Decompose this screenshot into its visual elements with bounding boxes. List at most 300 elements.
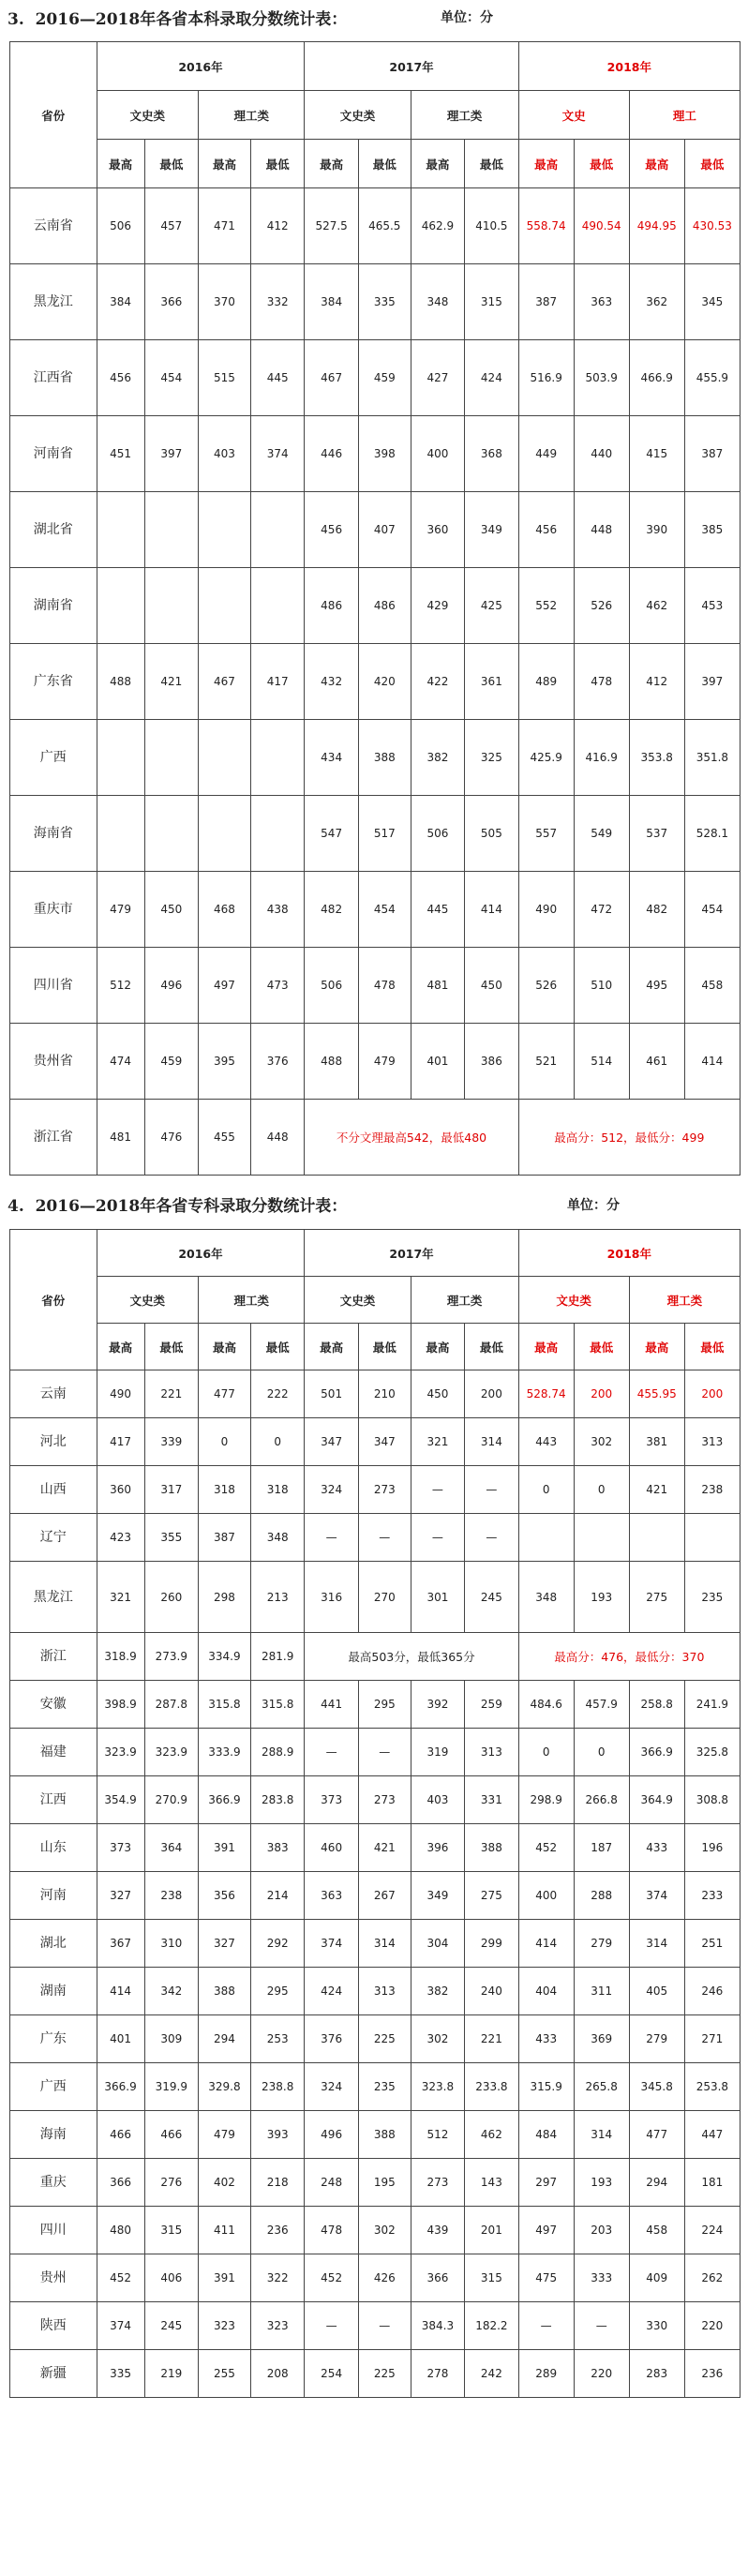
score-cell: 266.8	[574, 1776, 629, 1824]
stat-header: 最低	[250, 140, 305, 188]
score-cell: 481	[411, 948, 464, 1024]
score-cell: 349	[465, 492, 519, 568]
score-cell	[97, 796, 144, 872]
score-cell: 404	[518, 1968, 574, 2015]
section-2-unit: 单位：分	[567, 1198, 620, 1213]
score-cell: 401	[97, 2015, 144, 2063]
score-cell: 220	[684, 2302, 740, 2350]
score-cell: 466	[144, 2111, 198, 2159]
score-cell: 488	[97, 644, 144, 720]
score-cell: 195	[358, 2159, 411, 2207]
table-row	[10, 1562, 741, 1633]
score-cell: 0	[574, 1466, 629, 1514]
score-cell: 376	[305, 2015, 358, 2063]
score-cell: 387	[518, 264, 574, 340]
score-cell: 363	[574, 264, 629, 340]
score-cell: 459	[144, 1024, 198, 1100]
province-cell: 广东省	[10, 644, 97, 720]
stat-header: 最高	[305, 1324, 358, 1370]
score-cell: 434	[305, 720, 358, 796]
score-cell: 484.6	[518, 1681, 574, 1729]
province-cell: 陕西	[10, 2302, 97, 2350]
score-cell: 356	[199, 1872, 251, 1920]
score-cell: 193	[574, 2159, 629, 2207]
score-cell: 443	[518, 1418, 574, 1466]
score-cell: 515	[199, 340, 251, 416]
province-cell: 海南省	[10, 796, 97, 872]
score-cell: 225	[358, 2350, 411, 2398]
score-cell: 236	[250, 2207, 305, 2254]
province-cell: 福建	[10, 1729, 97, 1776]
score-cell: 462	[465, 2111, 519, 2159]
score-cell: 461	[629, 1024, 684, 1100]
score-cell: 323	[250, 2302, 305, 2350]
score-cell: 462.9	[411, 188, 464, 264]
score-cell: 319	[411, 1729, 464, 1776]
stat-header: 最低	[684, 140, 740, 188]
note-2018: 最高分：512，最低分：499	[518, 1100, 740, 1176]
score-cell: 315.8	[250, 1681, 305, 1729]
score-cell: 478	[574, 644, 629, 720]
score-cell: 295	[358, 1681, 411, 1729]
score-cell: 429	[411, 568, 464, 644]
score-cell: 414	[465, 872, 519, 948]
score-cell: —	[518, 2302, 574, 2350]
score-cell	[629, 1514, 684, 1562]
score-cell: 456	[97, 340, 144, 416]
province-cell: 贵州省	[10, 1024, 97, 1100]
score-cell: 455.95	[629, 1370, 684, 1418]
score-cell: 315	[465, 264, 519, 340]
score-cell: —	[465, 1466, 519, 1514]
score-cell: 304	[411, 1920, 464, 1968]
score-cell: 409	[629, 2254, 684, 2302]
table-row	[10, 1466, 741, 1514]
score-cell: 457	[144, 188, 198, 264]
score-cell: 302	[358, 2207, 411, 2254]
score-cell: 457.9	[574, 1681, 629, 1729]
table-row	[10, 2302, 741, 2350]
score-cell: 347	[305, 1418, 358, 1466]
table-row	[10, 796, 741, 872]
score-cell: 235	[684, 1562, 740, 1633]
score-cell: 391	[199, 2254, 251, 2302]
score-cell: 400	[518, 1872, 574, 1920]
score-cell: 459	[358, 340, 411, 416]
province-cell: 湖北省	[10, 492, 97, 568]
score-cell: 275	[629, 1562, 684, 1633]
score-cell: 482	[629, 872, 684, 948]
province-cell: 重庆	[10, 2159, 97, 2207]
score-cell: 271	[684, 2015, 740, 2063]
score-cell: 314	[629, 1920, 684, 1968]
score-cell: 354.9	[97, 1776, 144, 1824]
score-cell	[199, 796, 251, 872]
score-cell: 411	[199, 2207, 251, 2254]
score-cell: 366.9	[199, 1776, 251, 1824]
score-cell: 283.8	[250, 1776, 305, 1824]
score-cell: 314	[574, 2111, 629, 2159]
score-cell: 182.2	[465, 2302, 519, 2350]
score-cell: 401	[411, 1024, 464, 1100]
stat-header: 最低	[684, 1324, 740, 1370]
score-cell: 348	[250, 1514, 305, 1562]
score-cell: 526	[518, 948, 574, 1024]
score-cell: 370	[199, 264, 251, 340]
stat-header: 最低	[574, 1324, 629, 1370]
score-cell: 454	[144, 340, 198, 416]
score-cell: 273	[358, 1776, 411, 1824]
province-cell: 安徽	[10, 1681, 97, 1729]
score-cell: 445	[250, 340, 305, 416]
score-cell: 412	[250, 188, 305, 264]
score-cell: 387	[199, 1514, 251, 1562]
score-cell: 273	[411, 2159, 464, 2207]
score-cell: 414	[684, 1024, 740, 1100]
score-cell: 248	[305, 2159, 358, 2207]
score-cell: 417	[250, 644, 305, 720]
score-cell: 422	[411, 644, 464, 720]
stat-header: 最低	[465, 1324, 519, 1370]
score-cell: 403	[411, 1776, 464, 1824]
undergraduate-score-table	[9, 41, 741, 1176]
table-row	[10, 2159, 741, 2207]
score-cell: 448	[574, 492, 629, 568]
header-track-row	[10, 91, 741, 140]
score-cell: 323	[199, 2302, 251, 2350]
score-cell: 445	[411, 872, 464, 948]
score-cell: 391	[199, 1824, 251, 1872]
province-cell: 广东	[10, 2015, 97, 2063]
score-cell: 488	[305, 1024, 358, 1100]
score-cell: 330	[629, 2302, 684, 2350]
score-cell: 368	[465, 416, 519, 492]
stat-header: 最低	[358, 1324, 411, 1370]
score-cell: 322	[250, 2254, 305, 2302]
score-cell: 289	[518, 2350, 574, 2398]
score-cell: 315.8	[199, 1681, 251, 1729]
score-cell: 288	[574, 1872, 629, 1920]
province-cell: 海南	[10, 2111, 97, 2159]
province-cell: 河北	[10, 1418, 97, 1466]
score-cell: 349	[411, 1872, 464, 1920]
score-cell: 327	[97, 1872, 144, 1920]
score-cell: 510	[574, 948, 629, 1024]
section-1-unit: 单位：分	[441, 10, 493, 25]
score-cell: 426	[358, 2254, 411, 2302]
score-cell: 376	[250, 1024, 305, 1100]
stat-header: 最低	[574, 140, 629, 188]
score-cell: 417	[97, 1418, 144, 1466]
score-cell: 453	[684, 568, 740, 644]
province-cell: 云南省	[10, 188, 97, 264]
score-cell: 325.8	[684, 1729, 740, 1776]
table-row	[10, 1024, 741, 1100]
score-cell: 496	[305, 2111, 358, 2159]
table-row	[10, 872, 741, 948]
stat-header: 最高	[97, 140, 144, 188]
score-cell: 494.95	[629, 188, 684, 264]
score-cell	[199, 720, 251, 796]
province-cell: 江西	[10, 1776, 97, 1824]
table-row	[10, 2207, 741, 2254]
score-cell: 452	[518, 1824, 574, 1872]
score-cell: 329.8	[199, 2063, 251, 2111]
score-cell: 407	[358, 492, 411, 568]
score-cell: —	[411, 1514, 464, 1562]
score-cell: 479	[199, 2111, 251, 2159]
year-header: 2017年	[305, 42, 518, 91]
score-cell: 462	[629, 568, 684, 644]
score-cell: 314	[465, 1418, 519, 1466]
province-cell: 江西省	[10, 340, 97, 416]
score-cell: 308.8	[684, 1776, 740, 1824]
score-cell: 200	[684, 1370, 740, 1418]
province-cell: 浙江	[10, 1633, 97, 1681]
score-cell: 381	[629, 1418, 684, 1466]
score-cell: 321	[97, 1562, 144, 1633]
stat-header: 最低	[144, 140, 198, 188]
score-cell: 219	[144, 2350, 198, 2398]
score-cell: 325	[465, 720, 519, 796]
junior-college-score-table	[9, 1229, 741, 2398]
score-cell: 496	[144, 948, 198, 1024]
province-cell: 黑龙江	[10, 264, 97, 340]
score-cell: 388	[465, 1824, 519, 1872]
score-cell: 421	[358, 1824, 411, 1872]
score-cell: 490	[518, 872, 574, 948]
score-cell: 420	[358, 644, 411, 720]
score-cell: 298	[199, 1562, 251, 1633]
score-cell: 557	[518, 796, 574, 872]
stat-header: 最低	[144, 1324, 198, 1370]
score-cell	[250, 796, 305, 872]
score-cell: 414	[518, 1920, 574, 1968]
score-cell: 245	[144, 2302, 198, 2350]
score-cell: 382	[411, 720, 464, 796]
table-row-zhejiang	[10, 1100, 741, 1176]
score-cell: 473	[250, 948, 305, 1024]
score-cell: 455.9	[684, 340, 740, 416]
score-cell: 495	[629, 948, 684, 1024]
score-cell: 196	[684, 1824, 740, 1872]
score-cell: 251	[684, 1920, 740, 1968]
province-cell: 湖北	[10, 1920, 97, 1968]
score-cell: 497	[518, 2207, 574, 2254]
stat-header: 最高	[518, 1324, 574, 1370]
score-cell: 310	[144, 1920, 198, 1968]
province-cell: 广西	[10, 720, 97, 796]
score-cell: 360	[411, 492, 464, 568]
table-row	[10, 492, 741, 568]
table-row	[10, 2111, 741, 2159]
score-cell: 0	[199, 1418, 251, 1466]
score-cell: 414	[97, 1968, 144, 2015]
score-cell: 366	[411, 2254, 464, 2302]
score-cell: 415	[629, 416, 684, 492]
score-cell: 181	[684, 2159, 740, 2207]
score-cell: 214	[250, 1872, 305, 1920]
score-cell: 454	[684, 872, 740, 948]
province-cell: 四川省	[10, 948, 97, 1024]
score-cell: 273.9	[144, 1633, 198, 1681]
score-cell: 242	[465, 2350, 519, 2398]
stat-header: 最高	[629, 140, 684, 188]
score-cell: 287.8	[144, 1681, 198, 1729]
score-cell: 0	[574, 1729, 629, 1776]
score-cell: 452	[97, 2254, 144, 2302]
score-cell: 200	[574, 1370, 629, 1418]
track-header: 理工类	[411, 91, 518, 140]
header-stat-row	[10, 1324, 741, 1370]
score-cell: 433	[518, 2015, 574, 2063]
table-row	[10, 416, 741, 492]
score-cell: 552	[518, 568, 574, 644]
province-cell: 辽宁	[10, 1514, 97, 1562]
score-cell: 390	[629, 492, 684, 568]
score-cell: 384	[305, 264, 358, 340]
score-cell: 479	[358, 1024, 411, 1100]
score-cell: 447	[684, 2111, 740, 2159]
score-cell: 458	[684, 948, 740, 1024]
score-cell: —	[574, 2302, 629, 2350]
note-2018: 最高分：476，最低分：370	[518, 1633, 740, 1681]
score-cell: 298.9	[518, 1776, 574, 1824]
score-cell: 384.3	[411, 2302, 464, 2350]
score-cell: 323.9	[97, 1729, 144, 1776]
score-cell: 292	[250, 1920, 305, 1968]
score-cell: 456	[518, 492, 574, 568]
track-header: 文史类	[518, 1277, 629, 1324]
score-cell: 501	[305, 1370, 358, 1418]
table-row	[10, 1729, 741, 1776]
score-cell: 335	[97, 2350, 144, 2398]
province-header: 省份	[10, 1230, 97, 1370]
score-cell: 353.8	[629, 720, 684, 796]
score-cell: 490	[97, 1370, 144, 1418]
score-cell: 321	[411, 1418, 464, 1466]
score-cell	[199, 568, 251, 644]
stat-header: 最高	[199, 1324, 251, 1370]
score-cell: 432	[305, 644, 358, 720]
score-cell: 386	[465, 1024, 519, 1100]
score-cell: 449	[518, 416, 574, 492]
score-cell: 323.9	[144, 1729, 198, 1776]
score-cell	[144, 568, 198, 644]
score-cell: 342	[144, 1968, 198, 2015]
table-row	[10, 644, 741, 720]
score-cell: 288.9	[250, 1729, 305, 1776]
note-2017: 最高503分，最低365分	[305, 1633, 518, 1681]
table-row	[10, 188, 741, 264]
track-header: 文史类	[305, 91, 411, 140]
score-cell: 374	[250, 416, 305, 492]
score-cell: 516.9	[518, 340, 574, 416]
stat-header: 最高	[305, 140, 358, 188]
score-cell: 0	[518, 1729, 574, 1776]
score-cell: 526	[574, 568, 629, 644]
score-cell	[574, 1514, 629, 1562]
header-year-row	[10, 1230, 741, 1277]
score-cell: 465.5	[358, 188, 411, 264]
score-cell: 454	[358, 872, 411, 948]
score-cell: 241.9	[684, 1681, 740, 1729]
table-row	[10, 948, 741, 1024]
score-cell: 276	[144, 2159, 198, 2207]
province-header: 省份	[10, 42, 97, 188]
province-cell: 云南	[10, 1370, 97, 1418]
score-cell: —	[305, 1514, 358, 1562]
score-cell: 398	[358, 416, 411, 492]
score-cell: 517	[358, 796, 411, 872]
province-cell: 新疆	[10, 2350, 97, 2398]
score-cell: 480	[97, 2207, 144, 2254]
score-cell	[250, 492, 305, 568]
province-cell: 湖南省	[10, 568, 97, 644]
score-cell: —	[358, 2302, 411, 2350]
table-row	[10, 1968, 741, 2015]
score-cell: 345.8	[629, 2063, 684, 2111]
score-cell: 478	[358, 948, 411, 1024]
score-cell: 367	[97, 1920, 144, 1968]
score-cell: 143	[465, 2159, 519, 2207]
score-cell: 392	[411, 1681, 464, 1729]
score-cell: 466	[97, 2111, 144, 2159]
score-cell: 450	[465, 948, 519, 1024]
score-cell	[97, 720, 144, 796]
score-cell: 331	[465, 1776, 519, 1824]
score-cell: 187	[574, 1824, 629, 1872]
table-row	[10, 2063, 741, 2111]
score-cell: 281.9	[250, 1633, 305, 1681]
year-header: 2018年	[518, 42, 740, 91]
table-row	[10, 1872, 741, 1920]
score-cell: 220	[574, 2350, 629, 2398]
score-cell: 302	[574, 1418, 629, 1466]
table-row	[10, 568, 741, 644]
score-cell: 393	[250, 2111, 305, 2159]
score-cell: 236	[684, 2350, 740, 2398]
score-cell: 403	[199, 416, 251, 492]
score-cell: 467	[305, 340, 358, 416]
score-cell: 424	[465, 340, 519, 416]
table-row	[10, 1920, 741, 1968]
score-cell: 255	[199, 2350, 251, 2398]
table-row	[10, 264, 741, 340]
score-cell: 421	[629, 1466, 684, 1514]
province-cell: 湖南	[10, 1968, 97, 2015]
score-cell: 318	[250, 1466, 305, 1514]
score-cell: 311	[574, 1968, 629, 2015]
score-cell: 238	[144, 1872, 198, 1920]
score-cell: 294	[199, 2015, 251, 2063]
score-cell: 201	[465, 2207, 519, 2254]
score-cell: 448	[250, 1100, 305, 1176]
track-header: 理工类	[199, 1277, 305, 1324]
score-cell: 406	[144, 2254, 198, 2302]
year-header: 2017年	[305, 1230, 518, 1277]
score-cell: 345	[684, 264, 740, 340]
section-2-title: 4. 2016—2018年各省专科录取分数统计表：	[7, 1197, 348, 1216]
province-cell: 黑龙江	[10, 1562, 97, 1633]
score-cell: 373	[97, 1824, 144, 1872]
table-row-zhejiang	[10, 1633, 741, 1681]
score-cell: 427	[411, 340, 464, 416]
score-cell: 258.8	[629, 1681, 684, 1729]
score-cell: 478	[305, 2207, 358, 2254]
score-cell: 385	[684, 492, 740, 568]
score-cell	[250, 568, 305, 644]
